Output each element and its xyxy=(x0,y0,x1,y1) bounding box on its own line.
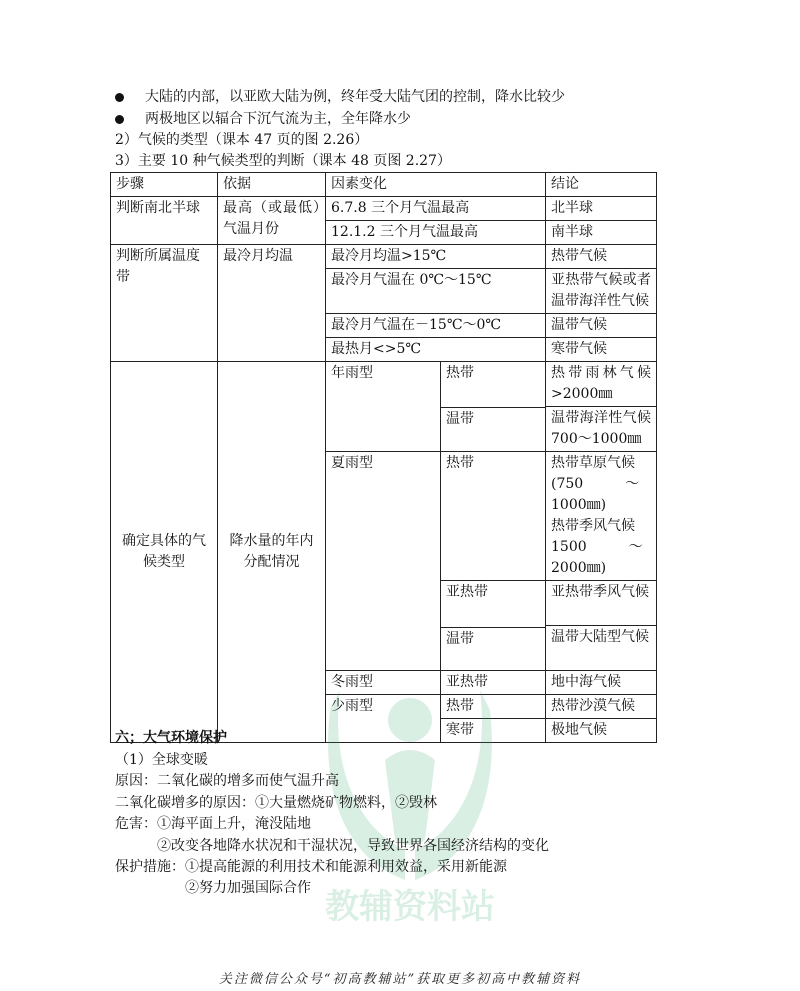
item-global-warming: （1）全球变暖 xyxy=(115,752,208,768)
result-cell: 北半球 xyxy=(546,197,657,221)
header-basis: 依据 xyxy=(218,173,326,197)
result-cell: 南半球 xyxy=(546,221,657,245)
summer-rain-cell xyxy=(326,452,546,671)
zone-label: 温带 xyxy=(446,411,474,427)
rain-pattern-label: 少雨型 xyxy=(326,695,441,742)
result-cell: 地中海气候 xyxy=(546,671,657,695)
header-factor: 因素变化 xyxy=(326,173,546,197)
cause-line: 原因：二氧化碳的增多而使气温升高 xyxy=(115,773,339,789)
result-line: 1000㎜) xyxy=(551,497,607,513)
result-cell: 亚热带气候或者温带海洋性气候 xyxy=(546,269,657,314)
zone-label: 热带 xyxy=(441,695,545,719)
factor-cell: 最热月<>5℃ xyxy=(326,338,546,362)
result-cell: 寒带气候 xyxy=(546,338,657,362)
hemisphere-basis: 最高（或最低）气温月份 xyxy=(218,197,326,245)
little-rain-cell xyxy=(326,695,546,743)
section-2-title: 2）气候的类型（课本 47 页的图 2.26） xyxy=(115,132,369,148)
result-cell: 温带大陆型气候 xyxy=(546,626,657,671)
result-cell xyxy=(546,452,657,581)
climate-type-table xyxy=(110,172,657,743)
factor-cell: 6.7.8 三个月气温最高 xyxy=(326,197,546,221)
table-row xyxy=(111,197,657,221)
factor-cell: 最冷月气温在－15℃～0℃ xyxy=(326,314,546,338)
type-basis: 降水量的年内分配情况 xyxy=(218,362,326,743)
rain-pattern-label: 冬雨型 xyxy=(326,671,441,694)
result-cell: 热带气候 xyxy=(546,245,657,269)
rain-pattern-label: 夏雨型 xyxy=(326,452,441,670)
watermark-text: 教辅资料站 xyxy=(325,887,495,927)
factor-cell: 最冷月气温在 0℃～15℃ xyxy=(326,269,546,314)
bullet-dot xyxy=(115,93,124,102)
zone-label: 热带 xyxy=(441,452,545,581)
measure-line-2: ②努力加强国际合作 xyxy=(185,880,311,896)
result-cell: 极地气候 xyxy=(546,719,657,743)
result-line: (750 ～ xyxy=(551,476,640,492)
result-cell: 热带雨林气候>2000㎜ xyxy=(546,362,657,407)
bullet-text-1: 大陆的内部，以亚欧大陆为例，终年受大陆气团的控制，降水比较少 xyxy=(145,89,565,105)
result-cell: 亚热带季风气候 xyxy=(546,581,657,626)
zone-label: 亚热带 xyxy=(446,674,488,690)
hemisphere-step: 判断南北半球 xyxy=(111,197,218,245)
section-3-title: 3）主要 10 种气候类型的判断（课本 48 页图 2.27） xyxy=(115,153,451,169)
section-6-heading: 六；大气环境保护 xyxy=(115,730,227,746)
result-line: 热带季风气候 xyxy=(551,518,635,534)
zone-label: 亚热带 xyxy=(441,581,545,628)
rain-pattern-label: 年雨型 xyxy=(326,362,441,451)
header-result: 结论 xyxy=(546,173,657,197)
zone-label: 热带 xyxy=(441,362,545,408)
result-cell: 温带海洋性气候 700～1000㎜ xyxy=(546,407,657,452)
winter-rain-cell xyxy=(326,671,546,695)
harm-line-2: ②改变各地降水状况和干湿状况，导致世界各国经济结构的变化 xyxy=(157,838,549,854)
footer-note: 关注微信公众号“初高教辅站”获取更多初高中教辅资料 xyxy=(218,972,582,987)
bullet-dot xyxy=(115,115,124,124)
table-row xyxy=(111,245,657,269)
zone-basis: 最冷月均温 xyxy=(218,245,326,362)
factor-cell: 12.1.2 三个月气温最高 xyxy=(326,221,546,245)
result-cell: 温带气候 xyxy=(546,314,657,338)
result-line: 2000㎜) xyxy=(551,560,607,576)
result-cell: 热带沙漠气候 xyxy=(546,695,657,719)
measure-line-1: 保护措施：①提高能源的利用技术和能源利用效益，采用新能源 xyxy=(115,859,507,875)
bullet-text-2: 两极地区以辐合下沉气流为主，全年降水少 xyxy=(145,111,411,127)
factor-cell: 最冷月均温>15℃ xyxy=(326,245,546,269)
harm-line-1: 危害：①海平面上升，淹没陆地 xyxy=(115,816,311,832)
year-rain-cell xyxy=(326,362,546,452)
header-step: 步骤 xyxy=(111,173,218,197)
result-line: 1500 ～ xyxy=(551,539,643,555)
co2-cause-line: 二氧化碳增多的原因：①大量燃烧矿物燃料，②毁林 xyxy=(115,795,437,811)
result-line: 热带草原气候 xyxy=(551,455,635,471)
table-row xyxy=(111,362,657,407)
type-step: 确定具体的气候类型 xyxy=(111,362,218,743)
table-header-row xyxy=(111,173,657,197)
zone-label: 寒带 xyxy=(446,722,474,738)
zone-step: 判断所属温度带 xyxy=(111,245,218,362)
zone-label: 温带 xyxy=(446,631,474,647)
